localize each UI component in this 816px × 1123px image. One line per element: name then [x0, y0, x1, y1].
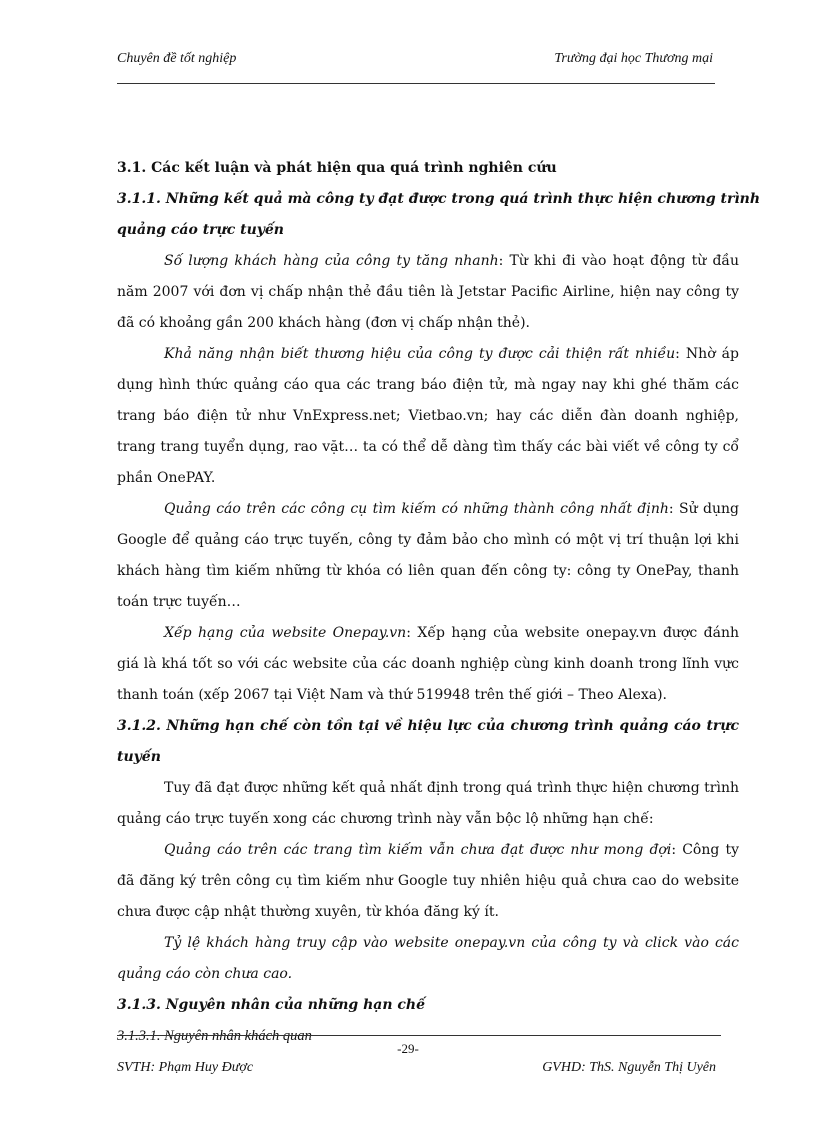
- heading-3-1-1-line2: quảng cáo trực tuyến: [117, 222, 284, 238]
- footer-rule-right: [285, 1035, 721, 1036]
- paragraph-line: Số lượng khách hàng của công ty tăng nhanh: Từ khi đi vào hoạt động từ đầu: [164, 253, 740, 269]
- paragraph-line: chưa được cập nhật thường xuyên, từ khóa đăng ký ít.: [117, 904, 499, 920]
- paragraph-line: Quảng cáo trên các trang tìm kiếm vẫn chưa đạt được như mong đợi: Công ty: [164, 842, 739, 858]
- header-right: Trường đại học Thương mại: [554, 51, 713, 66]
- paragraph-line: trang trang tuyển dụng, rao vặt… ta có thể dễ dàng tìm thấy các bài viết về công ty cổ: [117, 439, 739, 455]
- paragraph-line: trang báo điện tử như VnExpress.net; Vietbao.vn; hay các diễn đàn doanh nghiệp,: [117, 408, 739, 424]
- paragraph-line: quảng cáo còn chưa cao.: [117, 966, 293, 982]
- paragraph-line: khách hàng tìm kiếm những từ khóa có liên quan đến công ty: công ty OnePay, thanh: [117, 563, 739, 579]
- section-title: 3.1. Các kết luận và phát hiện qua quá trình nghiên cứu: [117, 160, 557, 176]
- paragraph-line: Xếp hạng của website Onepay.vn: Xếp hạng của website onepay.vn được đánh: [164, 625, 739, 641]
- paragraph-line: Quảng cáo trên các công cụ tìm kiếm có những thành công nhất định: Sử dụng: [164, 501, 739, 517]
- paragraph-line: Tỷ lệ khách hàng truy cập vào website onepay.vn của công ty và click vào các: [164, 935, 739, 951]
- document-body: [117, 153, 761, 1052]
- paragraph-line: dụng hình thức quảng cáo qua các trang báo điện tử, mà ngay nay khi ghé thăm các: [117, 377, 739, 393]
- paragraph-line: quảng cáo trực tuyến xong các chương trình này vẫn bộc lộ những hạn chế:: [117, 811, 654, 827]
- heading-3-1-2-line2: tuyến: [117, 749, 161, 765]
- paragraph-lead: Quảng cáo trên các trang tìm kiếm vẫn chưa đạt được như mong đợi: [164, 842, 672, 858]
- heading-3-1-1-line1: 3.1.1. Những kết quả mà công ty đạt được trong quá trình thực hiện chương trình: [117, 191, 761, 207]
- footer-student: SVTH: Phạm Huy Được: [117, 1060, 254, 1075]
- footer-advisor: GVHD: ThS. Nguyễn Thị Uyên: [542, 1060, 716, 1075]
- paragraph-line: thanh toán (xếp 2067 tại Việt Nam và thứ 519948 trên thế giới – Theo Alexa).: [117, 687, 668, 703]
- paragraph-line: phần OnePAY.: [117, 470, 216, 486]
- paragraph-line: giá là khá tốt so với các website của các doanh nghiệp cùng kinh doanh trong lĩnh vực: [117, 656, 739, 672]
- header-left: Chuyên đề tốt nghiệp: [117, 51, 237, 66]
- paragraph-line: Google để quảng cáo trực tuyến, công ty đảm bảo cho mình có một vị trí thuận lợi khi: [117, 532, 739, 548]
- paragraph-lead: Khả năng nhận biết thương hiệu của công ty được cải thiện rất nhiều: [164, 346, 676, 362]
- paragraph-line: đã có khoảng gần 200 khách hàng (đơn vị chấp nhận thẻ).: [117, 315, 530, 331]
- paragraph-line: Khả năng nhận biết thương hiệu của công ty được cải thiện rất nhiều: Nhờ áp: [164, 346, 739, 362]
- paragraph-line: toán trực tuyến…: [117, 594, 241, 610]
- page-number: -29-: [397, 1041, 419, 1056]
- paragraph-lead: Xếp hạng của website Onepay.vn: [164, 625, 407, 641]
- heading-3-1-2-line1: 3.1.2. Những hạn chế còn tồn tại về hiệu lực của chương trình quảng cáo trực: [117, 718, 739, 734]
- page-header: [117, 47, 715, 84]
- subheading-3-1-3-1: 3.1.3.1. Nguyên nhân khách quan: [117, 1028, 312, 1044]
- paragraph-line: đã đăng ký trên công cụ tìm kiếm như Google tuy nhiên hiệu quả chưa cao do website: [117, 873, 739, 889]
- paragraph-line: năm 2007 với đơn vị chấp nhận thẻ đầu tiên là Jetstar Pacific Airline, hiện nay công ty: [117, 284, 739, 300]
- paragraph-lead: Số lượng khách hàng của công ty tăng nhanh: [164, 253, 499, 269]
- paragraph-lead: Quảng cáo trên các công cụ tìm kiếm có những thành công nhất định: [164, 501, 669, 517]
- heading-3-1-3: 3.1.3. Nguyên nhân của những hạn chế: [117, 997, 425, 1013]
- footer-rule-left: [117, 1035, 285, 1036]
- paragraph-line: Tuy đã đạt được những kết quả nhất định trong quá trình thực hiện chương trình: [164, 780, 739, 796]
